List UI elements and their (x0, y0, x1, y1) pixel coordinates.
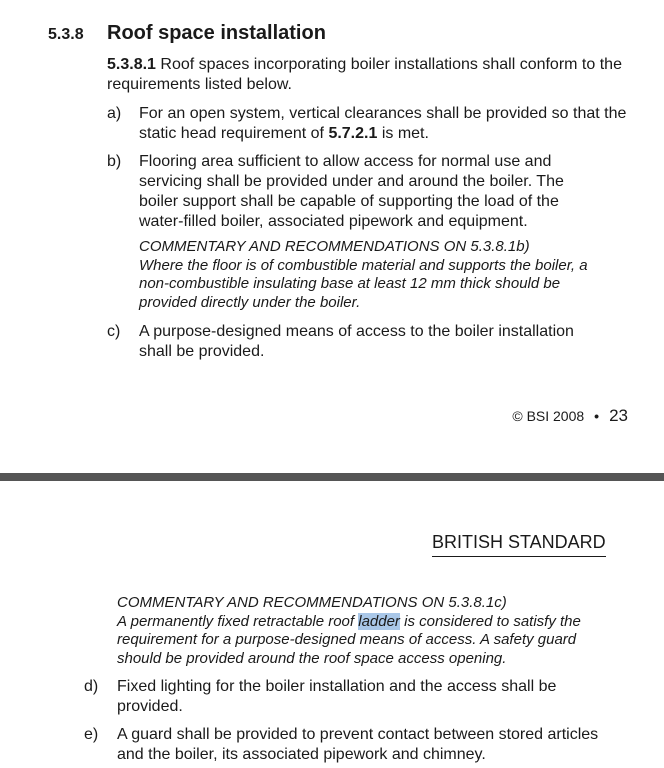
item-d-text: Fixed lighting for the boiler installation and the access shall be provided. (117, 678, 557, 715)
item-a-text (139, 104, 629, 144)
page-gap (0, 463, 664, 473)
section-title: Roof space installation (107, 22, 326, 44)
item-a-text-after: is met. (377, 125, 429, 142)
section-number: 5.3.8 (48, 26, 84, 43)
item-a-text-before: For an open system, vertical clearances shall be provided so that the static head requirement of (139, 105, 627, 142)
item-e-text: A guard shall be provided to prevent contact between stored articles and the boiler, its associated pipework and chimney. (117, 726, 599, 763)
commentary-b-title: COMMENTARY AND RECOMMENDATIONS ON 5.3.8.1b) (139, 238, 530, 255)
item-a-ref: 5.7.2.1 (328, 125, 378, 142)
footer-bullet: • (594, 408, 600, 424)
highlighted-word[interactable]: ladder (358, 612, 400, 630)
copyright: © BSI 2008 (512, 408, 585, 424)
item-c-label: c) (107, 323, 121, 340)
page-footer (512, 405, 628, 427)
clause-5-3-8-1 (107, 55, 637, 95)
item-b-text: Flooring area sufficient to allow access for normal use and servicing shall be provided under and around the boiler. The boiler support shall be capable of supporting the load of the water-filled boiler, associated pipework and equipment. (139, 153, 564, 230)
clause-text: Roof spaces incorporating boiler installations shall conform to the requirements listed below. (107, 56, 622, 93)
commentary-b-text: Where the floor is of combustible material and supports the boiler, a non-combustible insulating base at least 12 mm thick should be provided directly under the boiler. (139, 256, 588, 311)
commentary-b (139, 238, 619, 312)
item-a-label: a) (107, 105, 122, 122)
running-header: BRITISH STANDARD (432, 530, 606, 557)
item-d-label: d) (84, 678, 99, 695)
commentary-c-text-after: is considered to satisfy the requirement for a purpose-designed means of access. A safety guard should be provided around the roof space access opening. (117, 612, 581, 667)
item-c-text: A purpose-designed means of access to the boiler installation shall be provided. (139, 323, 574, 360)
item-b-label: b) (107, 153, 122, 170)
page-number: 23 (609, 406, 628, 425)
clause-number: 5.3.8.1 (107, 56, 156, 73)
commentary-c-title: COMMENTARY AND RECOMMENDATIONS ON 5.3.8.1c) (117, 594, 507, 611)
commentary-c (117, 594, 607, 668)
page-divider (0, 473, 664, 481)
commentary-c-text-before: A permanently fixed retractable roof (117, 612, 359, 630)
item-e-label: e) (84, 726, 99, 743)
